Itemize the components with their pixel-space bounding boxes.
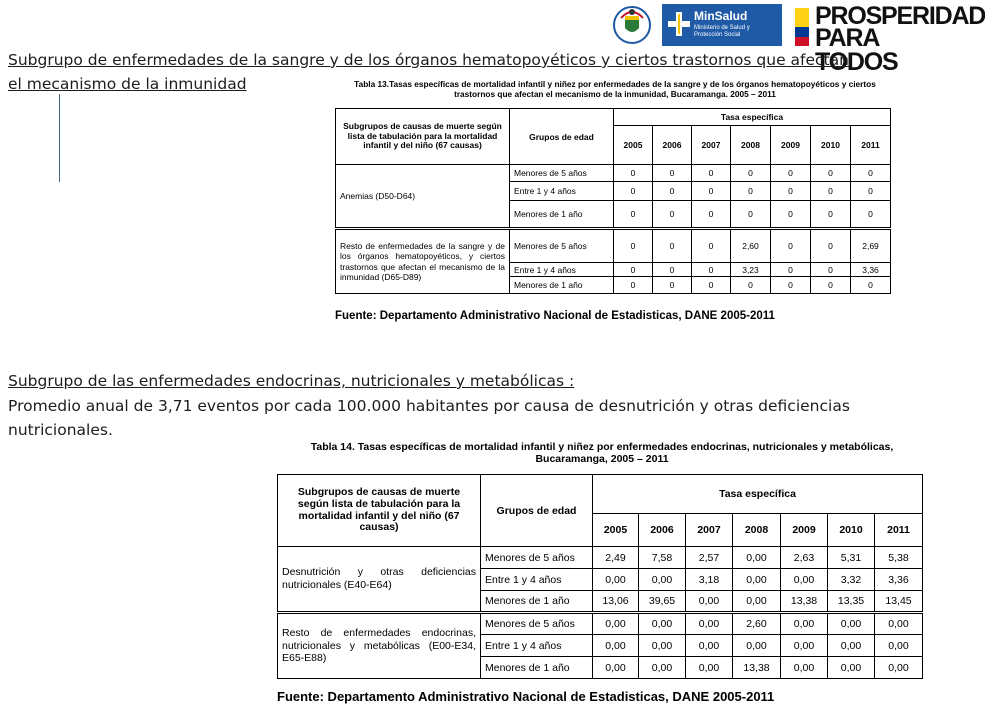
rate-cell: 0,00: [593, 613, 639, 635]
section2-paragraph: [8, 394, 953, 442]
cause-cell: Desnutrición y otras deficiencias nutricionales (E40-E64): [278, 547, 481, 613]
header-year: 2005: [593, 514, 639, 547]
rate-cell: 0: [731, 201, 771, 229]
prosperidad-line1: PROSPERIDAD: [815, 2, 985, 30]
rate-cell: 0: [771, 201, 811, 229]
age-group-cell: Menores de 1 año: [510, 277, 614, 294]
rate-cell: 0,00: [686, 613, 733, 635]
rate-cell: 2,60: [733, 613, 781, 635]
rate-cell: 0: [851, 182, 891, 201]
header-year: 2007: [686, 514, 733, 547]
rate-cell: 0: [614, 165, 653, 182]
rate-cell: 0,00: [733, 591, 781, 613]
section2-paragraph-line2: nutricionales.: [8, 421, 113, 439]
rate-cell: 0,00: [686, 635, 733, 657]
rate-cell: 0: [692, 229, 731, 263]
rate-cell: 0,00: [639, 569, 686, 591]
header-year: 2011: [851, 126, 891, 165]
section1-heading-line2: el mecanismo de la inmunidad: [8, 75, 247, 93]
colombia-flag-icon: [795, 8, 809, 46]
rate-cell: 0: [653, 229, 692, 263]
prosperidad-logo: [795, 2, 985, 76]
rate-cell: 3,36: [875, 569, 923, 591]
rate-cell: 0,00: [639, 635, 686, 657]
table14-caption: Tabla 14. Tasas específicas de mortalidad infantil y niñez por enfermedades endocrinas, nutricionales y metabólicas, Bucaramanga, 2005 – 2011: [310, 441, 894, 465]
rate-cell: 0: [653, 201, 692, 229]
rate-cell: 0: [614, 229, 653, 263]
rate-cell: 2,49: [593, 547, 639, 569]
rate-cell: 0,00: [781, 569, 828, 591]
table-row: [336, 165, 891, 182]
rate-cell: 0,00: [733, 635, 781, 657]
header-year: 2010: [828, 514, 875, 547]
rate-cell: 13,45: [875, 591, 923, 613]
rate-cell: 0: [614, 277, 653, 294]
rate-cell: 0: [811, 182, 851, 201]
minsalud-mark-icon: [668, 12, 690, 36]
section2-heading: Subgrupo de las enfermedades endocrinas, nutricionales y metabólicas :: [8, 372, 575, 390]
rate-cell: 0: [614, 201, 653, 229]
rate-cell: 13,06: [593, 591, 639, 613]
rate-cell: 0: [614, 182, 653, 201]
table13-caption: Tabla 13.Tasas específicas de mortalidad infantil y niñez por enfermedades de la sangre y de los órganos hematopoyéticos y ciertos trastornos que afectan el mecanismo de la inmunidad, Bucaramanga. 2005 – 2011: [354, 79, 876, 99]
header-year: 2011: [875, 514, 923, 547]
rate-cell: 3,23: [731, 263, 771, 277]
rate-cell: 5,31: [828, 547, 875, 569]
header-year: 2008: [731, 126, 771, 165]
header-year: 2006: [653, 126, 692, 165]
cause-cell: Resto de enfermedades de la sangre y de los órganos hematopoyéticos, y ciertos trastornos que afectan el mecanismo de la inmunidad (D65-D89): [336, 229, 510, 294]
age-group-cell: Menores de 5 años: [481, 613, 593, 635]
header-year: 2006: [639, 514, 686, 547]
rate-cell: 0,00: [875, 657, 923, 679]
rate-cell: 0,00: [733, 547, 781, 569]
table-header-row: [278, 475, 923, 514]
rate-cell: 0,00: [875, 613, 923, 635]
minsalud-subtitle: Ministerio de Salud y Protección Social: [694, 25, 750, 38]
minsalud-name: MinSalud: [694, 9, 748, 23]
rate-cell: 2,57: [686, 547, 733, 569]
rate-cell: 0,00: [828, 613, 875, 635]
rate-cell: 13,35: [828, 591, 875, 613]
rate-cell: 0: [692, 165, 731, 182]
rate-cell: 0,00: [593, 569, 639, 591]
minsalud-logo: [662, 4, 782, 46]
table-header-row: [336, 109, 891, 126]
rate-cell: 0,00: [781, 613, 828, 635]
rate-cell: 0: [811, 277, 851, 294]
rate-cell: 0: [653, 263, 692, 277]
table13-source: Fuente: Departamento Administrativo Nacional de Estadisticas, DANE 2005-2011: [335, 310, 775, 322]
colombia-coat-of-arms-icon: [613, 4, 651, 46]
age-group-cell: Menores de 5 años: [510, 229, 614, 263]
rate-cell: 0: [692, 277, 731, 294]
rate-cell: 3,18: [686, 569, 733, 591]
table13: [335, 108, 891, 294]
rate-cell: 0: [731, 182, 771, 201]
table14: [277, 474, 923, 679]
age-group-cell: Menores de 5 años: [510, 165, 614, 182]
age-group-cell: Entre 1 y 4 años: [481, 635, 593, 657]
table-row: [278, 613, 923, 635]
rate-cell: 13,38: [733, 657, 781, 679]
rate-cell: 5,38: [875, 547, 923, 569]
rate-cell: 0,00: [733, 569, 781, 591]
rate-cell: 0,00: [639, 657, 686, 679]
rate-cell: 7,58: [639, 547, 686, 569]
rate-cell: 0,00: [593, 635, 639, 657]
rate-cell: 0: [771, 229, 811, 263]
age-group-cell: Menores de 1 año: [510, 201, 614, 229]
header-year: 2005: [614, 126, 653, 165]
section2-paragraph-line1: Promedio anual de 3,71 eventos por cada 100.000 habitantes por causa de desnutrición y otras deficiencias: [8, 397, 850, 415]
rate-cell: 0: [692, 263, 731, 277]
rate-cell: 0,00: [639, 613, 686, 635]
header-age-group: Grupos de edad: [481, 475, 593, 547]
cause-cell: Resto de enfermedades endocrinas, nutricionales y metabólicas (E00-E34, E65-E88): [278, 613, 481, 679]
header-year: 2007: [692, 126, 731, 165]
rate-cell: 3,36: [851, 263, 891, 277]
rate-cell: 2,69: [851, 229, 891, 263]
age-group-cell: Entre 1 y 4 años: [510, 182, 614, 201]
rate-cell: 0: [851, 277, 891, 294]
rate-cell: 2,60: [731, 229, 771, 263]
cause-cell: Anemias (D50-D64): [336, 165, 510, 229]
rate-cell: 0: [811, 263, 851, 277]
age-group-cell: Entre 1 y 4 años: [481, 569, 593, 591]
table-row: [336, 229, 891, 263]
rate-cell: 0,00: [686, 591, 733, 613]
rate-cell: 0: [614, 263, 653, 277]
age-group-cell: Menores de 1 año: [481, 591, 593, 613]
header-specific-rate: Tasa específica: [593, 475, 923, 514]
rate-cell: 0: [692, 201, 731, 229]
section1-heading-line1: Subgrupo de enfermedades de la sangre y de los órganos hematopoyéticos y ciertos trastornos que afectan: [8, 51, 849, 69]
rate-cell: 0: [851, 201, 891, 229]
rate-cell: 0: [771, 182, 811, 201]
rate-cell: 0: [771, 263, 811, 277]
header-cause: Subgrupos de causas de muerte según lista de tabulación para la mortalidad infantil y del niño (67 causas): [278, 475, 481, 547]
header-age-group: Grupos de edad: [510, 109, 614, 165]
header-year: 2008: [733, 514, 781, 547]
age-group-cell: Menores de 5 años: [481, 547, 593, 569]
rate-cell: 0: [811, 201, 851, 229]
age-group-cell: Entre 1 y 4 años: [510, 263, 614, 277]
rate-cell: 0: [811, 229, 851, 263]
rate-cell: 0,00: [828, 635, 875, 657]
rate-cell: 13,38: [781, 591, 828, 613]
rate-cell: 0,00: [875, 635, 923, 657]
rate-cell: 0,00: [781, 635, 828, 657]
header-cause: Subgrupos de causas de muerte según lista de tabulación para la mortalidad infantil y del niño (67 causas): [336, 109, 510, 165]
rate-cell: 2,63: [781, 547, 828, 569]
rate-cell: 0: [731, 277, 771, 294]
rate-cell: 0: [653, 277, 692, 294]
rate-cell: 0,00: [686, 657, 733, 679]
rate-cell: 0: [653, 165, 692, 182]
table-row: [278, 547, 923, 569]
rate-cell: 39,65: [639, 591, 686, 613]
rate-cell: 0: [771, 165, 811, 182]
header-year: 2010: [811, 126, 851, 165]
header-year: 2009: [781, 514, 828, 547]
rate-cell: 0,00: [828, 657, 875, 679]
header-specific-rate: Tasa específica: [614, 109, 891, 126]
rate-cell: 0,00: [781, 657, 828, 679]
prosperidad-line2: PARA TODOS: [815, 24, 898, 76]
table14-source: Fuente: Departamento Administrativo Nacional de Estadisticas, DANE 2005-2011: [277, 689, 775, 704]
header-year: 2009: [771, 126, 811, 165]
vertical-divider: [59, 94, 60, 182]
rate-cell: 3,32: [828, 569, 875, 591]
rate-cell: 0,00: [593, 657, 639, 679]
rate-cell: 0: [811, 165, 851, 182]
rate-cell: 0: [851, 165, 891, 182]
rate-cell: 0: [731, 165, 771, 182]
rate-cell: 0: [653, 182, 692, 201]
rate-cell: 0: [692, 182, 731, 201]
age-group-cell: Menores de 1 año: [481, 657, 593, 679]
rate-cell: 0: [771, 277, 811, 294]
